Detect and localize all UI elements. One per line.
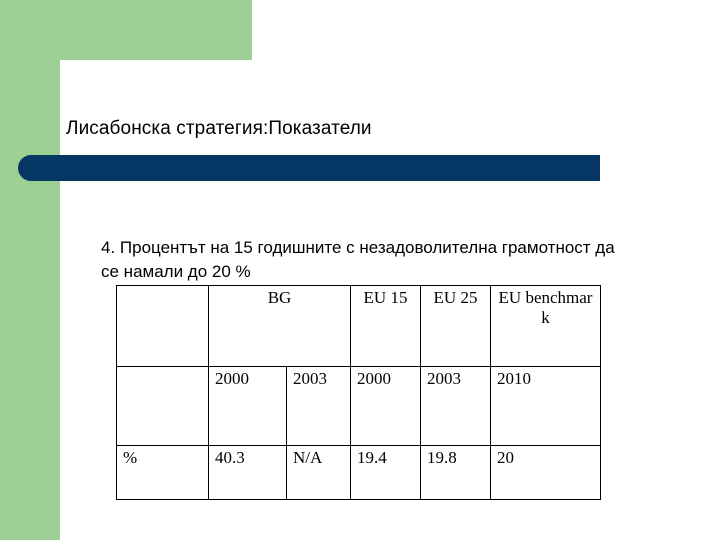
year-cell: 2003 [287, 367, 351, 446]
value-cell: 40.3 [209, 446, 287, 500]
slide-title: Лисабонска стратегия:Показатели [66, 118, 372, 139]
year-cell: 2003 [421, 367, 491, 446]
table-values-row [117, 446, 601, 500]
value-cell: 19.4 [351, 446, 421, 500]
table-cell-empty [117, 367, 209, 446]
row-label: % [117, 446, 209, 500]
year-cell: 2000 [351, 367, 421, 446]
value-cell: 19.8 [421, 446, 491, 500]
table-years-row [117, 367, 601, 446]
table-header-row [117, 286, 601, 367]
value-cell: N/A [287, 446, 351, 500]
table-cell-empty [117, 286, 209, 367]
slide-heading: 4. Процентът на 15 годишните с незадоволителна грамотност да се намали до 20 % [101, 238, 615, 281]
header-eu15: EU 15 [351, 286, 421, 367]
header-eu25: EU 25 [421, 286, 491, 367]
rounded-corner [60, 60, 120, 120]
year-cell: 2010 [491, 367, 601, 446]
value-cell: 20 [491, 446, 601, 500]
top-green-band [60, 0, 252, 60]
year-cell: 2000 [209, 367, 287, 446]
left-green-band [0, 0, 60, 540]
title-underline-bar [18, 155, 600, 181]
header-eu-benchmark: EU benchmar k [491, 286, 601, 367]
header-bg: BG [209, 286, 351, 367]
indicator-table [116, 285, 601, 500]
